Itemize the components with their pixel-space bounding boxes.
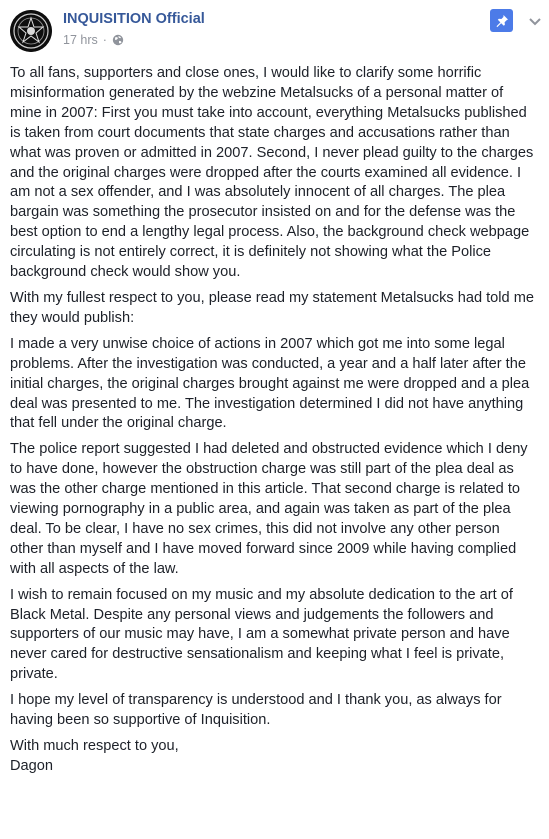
band-logo-icon <box>10 10 52 52</box>
post-header <box>0 0 549 62</box>
post-timestamp[interactable]: 17 hrs <box>63 33 98 47</box>
post-paragraph: To all fans, supporters and close ones, I would like to clarify some horrific misinformation generated by the webzine Metalsucks of a personal matter of mine in 2007: First you must take into account, everything Metalsucks published is taken from court documents that state charges and accusations rather than what was proven or admitted in 2007. Second, I never plead guilty to the charges and the original charges were dropped after the courts examined all evidence. I am not a sex offender, and I was absolutely innocent of all charges. The plea bargain was something the prosecutor insisted on and for the defense was the best option to end a lengthy legal process. Also, the background check webpage circulating is not entirely correct, it is definitely not showing what the Police background check would show you. <box>10 65 534 281</box>
meta-separator: · <box>102 33 107 47</box>
post-paragraph: I made a very unwise choice of actions in 2007 which got me into some legal problems. After the investigation was conducted, a year and a half later after the initial charges, the original charges brought against me were dropped and a plea deal was presented to me. The investigation determined I did not have anything that fell under the original charge. <box>10 335 530 432</box>
page-name-link[interactable]: INQUISITION Official <box>63 11 205 27</box>
post-body <box>10 64 535 783</box>
post-meta <box>63 33 124 47</box>
chevron-down-icon[interactable] <box>528 14 542 24</box>
post-paragraph: I wish to remain focused on my music and my absolute dedication to the art of Black Metal. Despite any personal views and judgements the followers and supporters of our music may have, I am a somewhat private person and have never cared for destructive sensationalism and keeping what I feel is private, private. <box>10 586 513 683</box>
page-avatar[interactable] <box>10 10 52 52</box>
public-globe-icon[interactable] <box>112 34 124 46</box>
post-paragraph: The police report suggested I had deleted and obstructed evidence which I deny to have done, however the obstruction charge was still part of the plea deal as was the other charge mentioned in this article. That second charge is related to viewing pornography in a public area, and again was taken as part of the plea deal. To be clear, I have no sex crimes, this did not involve any other person other than myself and I have moved forward since 2009 while having complied with all aspects of the law. <box>10 441 528 577</box>
post-signoff: With much respect to you, Dagon <box>10 738 179 774</box>
post-paragraph: With my fullest respect to you, please read my statement Metalsucks had told me they would publish: <box>10 289 534 326</box>
pin-icon[interactable] <box>490 9 513 32</box>
post-paragraph: I hope my level of transparency is understood and I thank you, as always for having been so supportive of Inquisition. <box>10 692 502 729</box>
